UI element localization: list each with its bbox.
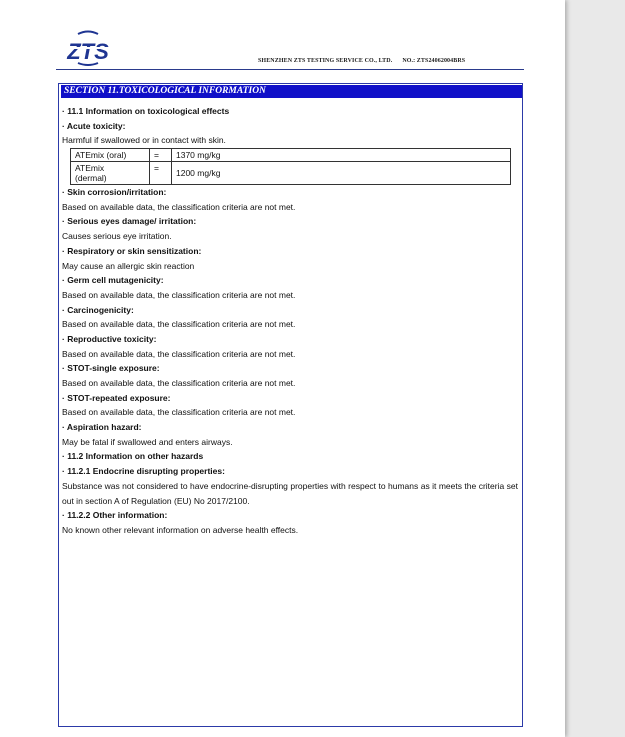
heading-stot-single: · STOT-single exposure: [62, 363, 160, 374]
zts-logo [56, 28, 120, 68]
report-number: NO.: ZTS24062004BRS [402, 58, 466, 64]
header-rule [56, 69, 524, 70]
text-eye-damage: Causes serious eye irritation. [62, 231, 172, 242]
logo-text: ZTS [67, 39, 109, 64]
heading-skin-corrosion: · Skin corrosion/irritation: [62, 187, 167, 198]
ate-table [70, 148, 511, 185]
heading-eye-damage: · Serious eyes damage/ irritation: [62, 216, 197, 227]
text-carcinogenicity: Based on available data, the classification criteria are not met. [62, 319, 296, 330]
text-stot-single: Based on available data, the classification criteria are not met. [62, 378, 296, 388]
text-endocrine: Substance was not considered to have endocrine-disrupting properties with respect to humans as it meets the criteria set out in section A of Regulation (EU) No 2017/2100. [62, 480, 518, 506]
heading-sensitization: · Respiratory or skin sensitization: [62, 245, 202, 256]
heading-11-2: · 11.2 Information on other hazards [62, 451, 204, 462]
heading-reproductive: · Reproductive toxicity: [62, 333, 157, 344]
text-other-information: No known other relevant information on adverse health effects. [62, 524, 299, 535]
section-title: SECTION 11.TOXICOLOGICAL INFORMATION [64, 86, 266, 96]
text-reproductive: Based on available data, the classification criteria are not met. [62, 348, 296, 359]
header-company-line [258, 58, 465, 64]
heading-11-1: · 11.1 Information on toxicological effects [62, 106, 230, 116]
heading-germ-cell: · Germ cell mutagenicity: [62, 275, 164, 286]
table-row [71, 162, 511, 185]
section-content [62, 104, 518, 538]
ate-dermal-label [71, 162, 150, 185]
table-row [71, 149, 511, 162]
heading-11-2-1: · 11.2.1 Endocrine disrupting properties: [62, 466, 225, 477]
heading-11-2-2: · 11.2.2 Other information: [62, 510, 168, 521]
ate-dermal-label-line2: (dermal) [75, 173, 107, 184]
ate-oral-op: = [150, 149, 172, 162]
ate-dermal-label-line1: ATEmix [75, 163, 105, 174]
text-sensitization: May cause an allergic skin reaction [62, 260, 195, 271]
text-skin-corrosion: Based on available data, the classification criteria are not met. [62, 201, 296, 212]
heading-aspiration: · Aspiration hazard: [62, 422, 142, 433]
company-name: SHENZHEN ZTS TESTING SERVICE CO., LTD. [258, 58, 393, 64]
heading-carcinogenicity: · Carcinogenicity: [62, 304, 134, 315]
ate-oral-value: 1370 mg/kg [172, 149, 511, 162]
text-acute-toxicity: Harmful if swallowed or in contact with skin. [62, 135, 226, 146]
heading-acute-toxicity: · Acute toxicity: [62, 120, 126, 131]
ate-oral-label: ATEmix (oral) [71, 149, 150, 162]
ate-dermal-op: = [150, 162, 172, 185]
text-aspiration: May be fatal if swallowed and enters airways. [62, 436, 233, 447]
heading-stot-repeated: · STOT-repeated exposure: [62, 392, 171, 403]
ate-dermal-value: 1200 mg/kg [172, 162, 511, 185]
text-stot-repeated: Based on available data, the classification criteria are not met. [62, 407, 296, 418]
text-germ-cell: Based on available data, the classification criteria are not met. [62, 289, 296, 300]
